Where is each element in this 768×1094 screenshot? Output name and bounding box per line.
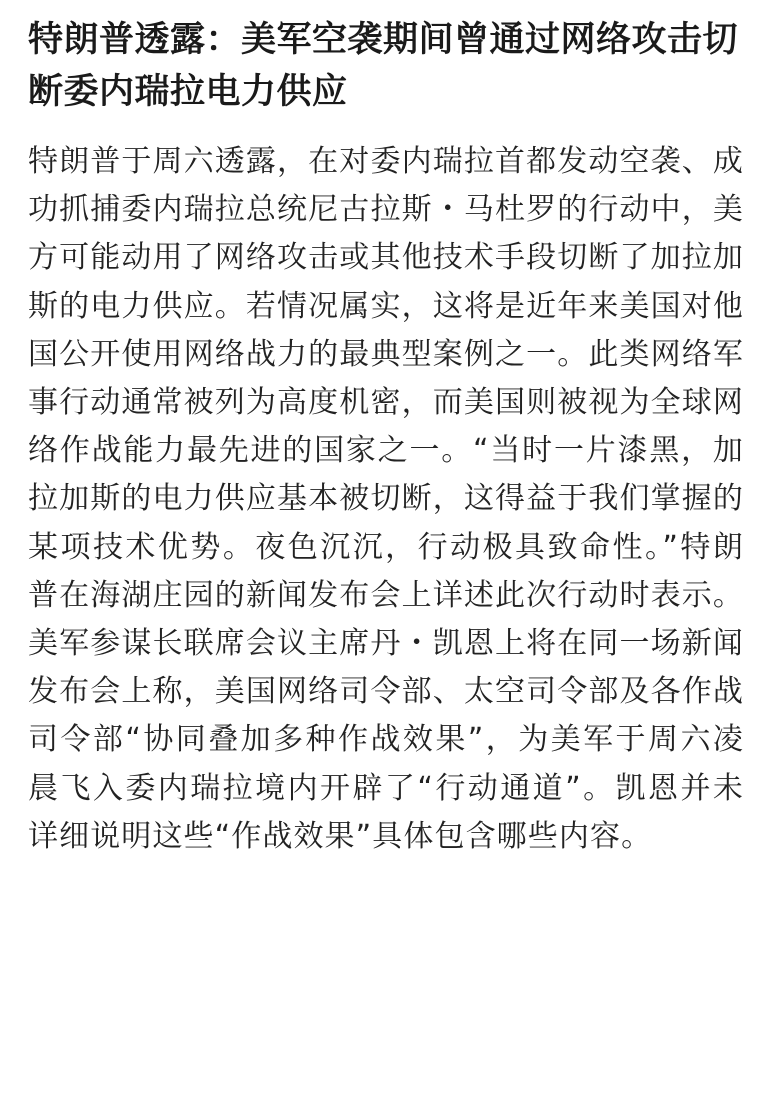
article [28,14,744,861]
article-title: 特朗普透露：美军空袭期间曾通过网络攻击切断委内瑞拉电力供应 [28,20,739,112]
article-body: 特朗普于周六透露，在对委内瑞拉首都发动空袭、成功抓捕委内瑞拉总统尼古拉斯・马杜罗的行动中，美方可能动用了网络攻击或其他技术手段切断了加拉加斯的电力供应。若情况属实，这将是近年来美国对他国公开使用网络战力的最典型案例之一。此类网络军事行动通常被列为高度机密，而美国则被视为全球网络作战能力最先进的国家之一。“当时一片漆黑，加拉加斯的电力供应基本被切断，这得益于我们掌握的某项技术优势。夜色沉沉，行动极具致命性。”特朗普在海湖庄园的新闻发布会上详述此次行动时表示。美军参谋长联席会议主席丹・凯恩上将在同一场新闻发布会上称，美国网络司令部、太空司令部及各作战司令部“协同叠加多种作战效果”，为美军于周六凌晨飞入委内瑞拉境内开辟了“行动通道”。凯恩并未详细说明这些“作战效果”具体包含哪些内容。 [28,144,744,854]
